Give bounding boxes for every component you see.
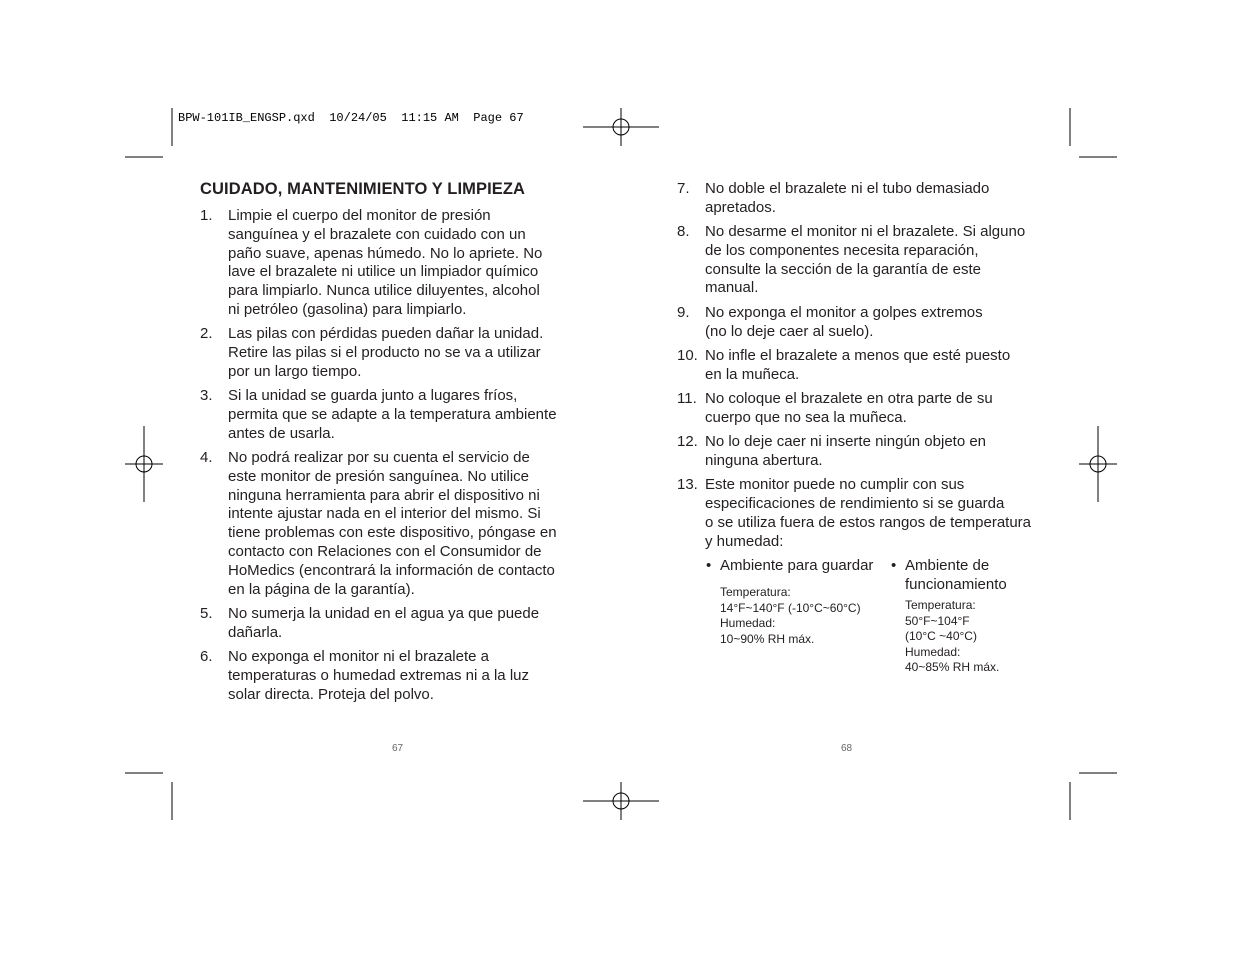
- registration-mark-left: [125, 426, 163, 502]
- environment-details: [891, 598, 1066, 676]
- item-text-line: No sumerja la unidad en el agua ya que puede: [228, 604, 540, 622]
- environment-detail-line: 50°F~104°F: [905, 613, 970, 628]
- item-number: 2.: [200, 325, 213, 343]
- item-text-line: para limpiarlo. Nunca utilice diluyentes, alcohol: [228, 282, 540, 300]
- item-number: 13.: [677, 476, 698, 494]
- item-text-line: Retire las pilas si el producto no se va a utilizar: [228, 344, 541, 362]
- item-text-line: No podrá realizar por su cuenta el servicio de: [228, 449, 530, 467]
- item-text-line: antes de usarla.: [228, 424, 335, 442]
- list-item: [200, 648, 570, 704]
- care-list: [200, 207, 570, 704]
- item-text-line: en la página de la garantía).: [228, 580, 415, 598]
- item-text-line: contacto con Relaciones con el Consumidor de: [228, 543, 542, 561]
- item-text-line: solar directa. Proteja del polvo.: [228, 685, 434, 703]
- list-item: [200, 605, 570, 643]
- item-text-line: tiene problemas con este dispositivo, póngase en: [228, 524, 557, 542]
- list-item: [677, 347, 1047, 385]
- item-number: 12.: [677, 433, 698, 451]
- list-item: [200, 387, 570, 443]
- item-text-line: Este monitor puede no cumplir con sus: [705, 476, 965, 494]
- item-text-line: paño suave, apenas húmedo. No lo apriete. No: [228, 244, 543, 262]
- item-text-line: este monitor de presión sanguínea. No utilice: [228, 467, 530, 485]
- item-text-line: en la muñeca.: [705, 365, 800, 383]
- list-item: [677, 476, 1047, 551]
- bullet-icon: •: [891, 557, 897, 574]
- item-number: 7.: [677, 180, 690, 197]
- list-item: [200, 449, 570, 599]
- environment-detail-line: Temperatura:: [720, 585, 791, 599]
- registration-mark-right: [1079, 426, 1117, 502]
- item-text-line: sanguínea y el brazalete con cuidado con un: [228, 225, 526, 243]
- item-text-line: No doble el brazalete ni el tubo demasiado: [705, 180, 990, 197]
- item-text-line: No coloque el brazalete en otra parte de su: [705, 389, 993, 407]
- item-number: 9.: [677, 303, 690, 321]
- item-number: 3.: [200, 387, 213, 405]
- page-67: [200, 180, 570, 710]
- item-text-line: ni petróleo (gasolina) para limpiarlo.: [228, 300, 467, 318]
- item-text-line: intente ajustar nada en el interior del mismo. Si: [228, 505, 541, 523]
- item-text-line: temperaturas o humedad extremas ni a la luz: [228, 666, 529, 684]
- item-text-line: No exponga el monitor ni el brazalete a: [228, 648, 489, 666]
- item-text-line: dañarla.: [228, 623, 283, 641]
- list-item: [677, 390, 1047, 428]
- item-text-line: cuerpo que no sea la muñeca.: [705, 408, 907, 426]
- environment-detail-line: Humedad:: [905, 644, 961, 659]
- registration-mark-bottom: [583, 782, 659, 820]
- storage-environment: [706, 556, 891, 647]
- environment-detail-line: 10~90% RH máx.: [720, 631, 815, 646]
- environment-details: [706, 585, 891, 647]
- environment-title: [891, 556, 1066, 594]
- care-list-continued: [677, 180, 1047, 551]
- environment-detail-line: 14°F~140°F (-10°C~60°C): [720, 600, 861, 615]
- item-number: 1.: [200, 207, 213, 224]
- environment-title-line: funcionamiento: [905, 576, 1007, 593]
- registration-mark-top: [583, 108, 659, 146]
- item-text-line: HoMedics (encontrará la información de contacto: [228, 561, 555, 579]
- environment-title-line: Ambiente para guardar: [720, 557, 874, 574]
- list-item: [677, 223, 1047, 298]
- item-text-line: No desarme el monitor ni el brazalete. Si alguno: [705, 223, 1026, 241]
- item-number: 10.: [677, 346, 698, 364]
- environment-detail-line: Humedad:: [720, 616, 776, 630]
- environment-title: [706, 556, 891, 575]
- item-number: 5.: [200, 604, 213, 622]
- list-item: [200, 325, 570, 381]
- bullet-icon: •: [706, 557, 712, 574]
- list-item: [677, 304, 1047, 342]
- section-heading: CUIDADO, MANTENIMIENTO Y LIMPIEZA: [200, 180, 526, 198]
- item-text-line: por un largo tiempo.: [228, 362, 362, 380]
- environment-title-line: Ambiente de: [905, 557, 990, 574]
- item-text-line: No infle el brazalete a menos que esté puesto: [705, 346, 1011, 364]
- item-text-line: lave el brazalete ni utilice un limpiador químico: [228, 263, 539, 281]
- item-text-line: manual.: [705, 279, 759, 297]
- item-number: 6.: [200, 648, 213, 666]
- operating-environment: [891, 556, 1066, 676]
- item-number: 11.: [677, 389, 697, 407]
- item-text-line: apretados.: [705, 198, 776, 216]
- list-item: [677, 180, 1047, 218]
- list-item: [677, 433, 1047, 471]
- item-number: 8.: [677, 223, 690, 241]
- item-text-line: permita que se adapte a la temperatura ambiente: [228, 405, 557, 423]
- file-slug: BPW-101IB_ENGSP.qxd 10/24/05 11:15 AM Page 67: [178, 111, 524, 125]
- list-item: [200, 207, 570, 320]
- item-text-line: o se utiliza fuera de estos rangos de temperatura: [705, 513, 1032, 531]
- item-text-line: No exponga el monitor a golpes extremos: [705, 303, 983, 321]
- item-text-line: Limpie el cuerpo del monitor de presión: [228, 207, 491, 224]
- item-text-line: No lo deje caer ni inserte ningún objeto en: [705, 433, 987, 451]
- page-68: [677, 180, 1047, 557]
- item-text-line: Si la unidad se guarda junto a lugares fríos,: [228, 387, 518, 405]
- environment-detail-line: (10°C ~40°C): [905, 629, 977, 643]
- item-text-line: ninguna herramienta para abrir el dispositivo ni: [228, 486, 540, 504]
- item-text-line: especificaciones de rendimiento si se guarda: [705, 494, 1005, 512]
- item-text-line: consulte la sección de la garantía de este: [705, 260, 982, 278]
- environment-detail-line: 40~85% RH máx.: [905, 660, 1000, 674]
- item-number: 4.: [200, 449, 213, 467]
- environment-ranges: [706, 556, 1066, 676]
- item-text-line: de los componentes necesita reparación,: [705, 241, 979, 259]
- item-text-line: ninguna abertura.: [705, 451, 823, 469]
- item-text-line: y humedad:: [705, 532, 784, 550]
- environment-detail-line: Temperatura:: [905, 598, 976, 612]
- item-text-line: Las pilas con pérdidas pueden dañar la unidad.: [228, 325, 544, 343]
- item-text-line: (no lo deje caer al suelo).: [705, 322, 874, 340]
- page-number-left: 67: [392, 743, 404, 754]
- page-number-right: 68: [841, 743, 853, 754]
